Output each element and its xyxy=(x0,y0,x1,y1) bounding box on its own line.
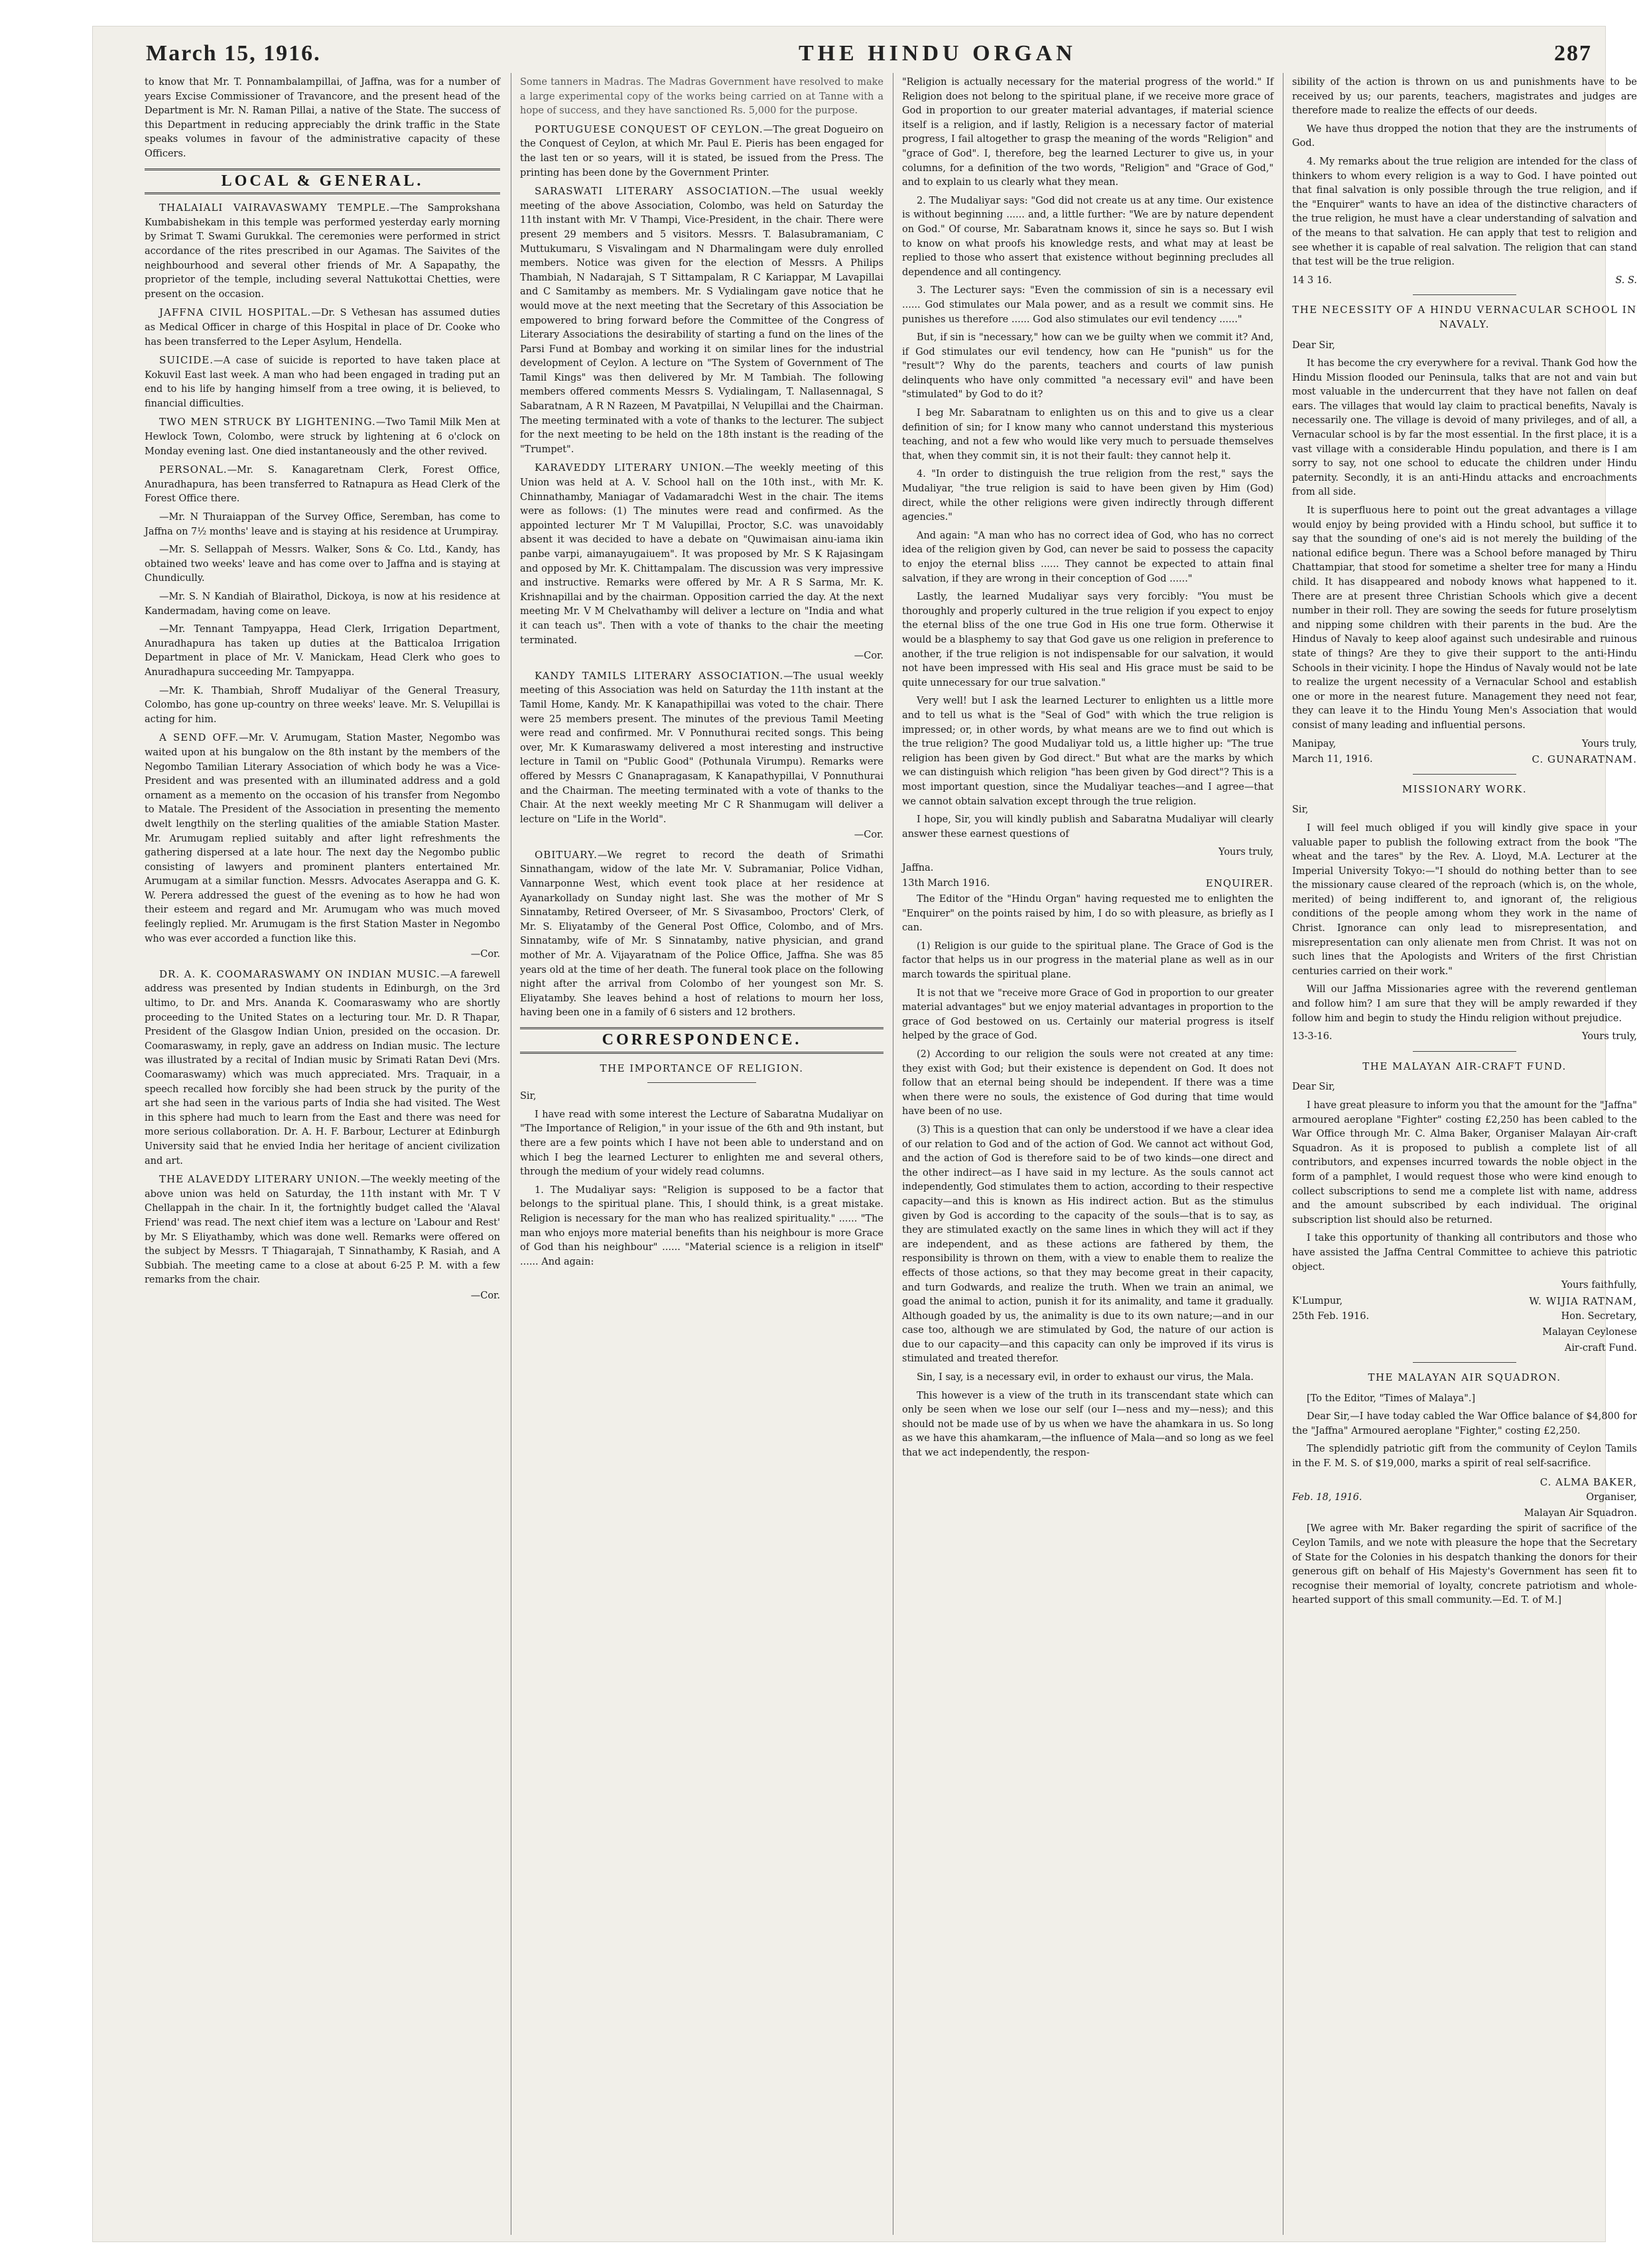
letter-paragraph: [To the Editor, "Times of Malaya".] xyxy=(1307,1393,1476,1404)
letter-paragraph: And again: "A man who has no correct idea of God, who has no correct idea of the religion given by God, can never be said to possess the capacity to enjoy the eternal bliss ...... They cannot be expected to attain final salvation, if they are wrong in their conception of God ......" xyxy=(902,530,1274,584)
item-title: KANDY TAMILS LITERARY ASSOCIATION. xyxy=(535,669,784,682)
newspaper-page xyxy=(93,27,1637,2241)
divider xyxy=(647,1082,756,1083)
news-item xyxy=(145,201,500,302)
signature-line xyxy=(1292,1310,1637,1324)
sign-off: Yours truly, xyxy=(1582,738,1637,749)
running-header xyxy=(146,38,1592,69)
item-title: JAFFNA CIVIL HOSPITAL. xyxy=(159,306,312,319)
letter-paragraph: 3. The Lecturer says: "Even the commission of sin is a necessary evil ...... God stimulates our Mala power, and as a result we commit sins. He punishes us therefore ...... God also stimulates our evil tendency ......" xyxy=(902,285,1274,325)
item-body: —The usual weekly meeting of the above Association, Colombo, was held on Saturday the 11th instant with Mr. V Thampi, Vice-President, in the chair. There were present 29 members and 5 visitors. Messrs. T. Balasubramaniam, C Muttukumaru, S Visvalingam and N Dharmalingam were duly enrolled members. Notice was given for the election of Messrs. A Philips Thambiah, N Nadarajah, S T Sittampalam, R C Kariappar, M Lavapillai and C Samitamby as members. Mr. S Vydialingam gave notice that he would move at the next meeting that the Secretary of this Association be empowered to bring forward before the Committee of the Congress of Literary Associations the desirability of starting a fund on the lines of the Parsi Fund at Bombay and working it on similar lines for the industrial development of Ceylon. A lecture on "The System of Government of The Tamil Kings" was then delivered by Mr. M Tambiah. The following members offered comments Messrs S. Vydialingam, T. Nallasennagal, S Sabaratnam, A R N Razeen, M Pavatpillai, N Velupillai and the Chairman. The meeting terminated with a vote of thanks to the lecturer. The subject for the next meeting to be held on the 18th instant is the reading of the "Trumpet". xyxy=(520,186,884,455)
letter-paragraph: It has become the cry everywhere for a revival. Thank God how the Hindu Mission flooded our Peninsula, talks that are not and vain but most valuable in the undercurrent that they have not fallen on deaf ears. The villages that would lay claim to practical benefits, Navaly is necessarily one. The village is devoid of many privileges, and of all, a Vernacular school is by far the most essential. In the first place, it is a vast village with a considerable Hindu population, and there is I am sorry to say, not one school to educate the children under Hindu paternity. Secondly, it is an anti-Hindu attacks and encroachments from all side. xyxy=(1292,358,1637,498)
letter-date: 13-3-16. xyxy=(1292,1031,1333,1042)
reply-paragraph: (3) This is a question that can only be understood if we have a clear idea of our relation to God and of the action of God. We cannot act without God, and the action of God is therefore said to be of two kinds—one direct and the other indirect—as I have said in my lecture. As the souls cannot act independently, God stimulates them to action, according to their respective capacity—and this is known as His indirect action. But as the stimulus given by God is according to the capacity of the souls—that is to say, as they are stimulated exactly on the same lines in which they will act if they are independent, and as these actions are fathered by them, the responsibility is thrown on them, with a view to enable them to realize the effects of those actions, so that they may become great in their capacity, and turn Godwards, and realize the truth. When we train an animal, we goad the animal to action, punish it for its animality, and tame it gradually. Although goaded by us, the animality is due to its own nature;—and in our case too, although we are stimulated by God, the nature of our action is due to our capacity—and this capacity can only be improved if its virus is stimulated and treated therefor. xyxy=(902,1124,1274,1365)
salutation: Sir, xyxy=(520,1091,537,1102)
signature-line xyxy=(902,877,1274,891)
letter-date: March 11, 1916. xyxy=(1292,754,1373,765)
signer-role: Malayan Air Squadron. xyxy=(1524,1507,1637,1519)
letter-place: Jaffna. xyxy=(902,862,934,873)
item-body: —The weekly meeting of the above union was held on Saturday, the 11th instant with Mr. T V Chellappah in the chair. In it, the fortnightly budget called the 'Alaval Friend' was read. The next chief item was a lecture on 'Labour and Rest' by Mr. S Eliyathamby, which was done well. Remarks were offered on the subject by Messrs. T Thiagarajah, T Sinnathamby, K Rasiah, and A Subbiah. The meeting came to a close at about 6-25 P. M. with a few remarks from the chair. xyxy=(145,1174,500,1286)
letter-paragraph: 4. "In order to distinguish the true religion from the rest," says the Mudaliyar, "the true religion is said to have been given by Him (God) direct, while the other religions were given indirectly through different agencies." xyxy=(902,469,1274,523)
letter-paragraph: The splendidly patriotic gift from the community of Ceylon Tamils in the F. M. S. of $19,000, marks a spirit of real self-sacrifice. xyxy=(1292,1444,1637,1470)
signature-line xyxy=(1292,1294,1637,1309)
news-item: —Mr. S. N Kandiah of Blairathol, Dickoya, is now at his residence at Kandermadam, having come on leave. xyxy=(145,592,500,617)
news-item: —Mr. N Thuraiappan of the Survey Office, Seremban, has come to Jaffna on 7½ months' leave and is staying at his residence at Urumpiray. xyxy=(145,512,500,537)
item-title: DR. A. K. COOMARASWAMY ON INDIAN MUSIC. xyxy=(159,968,440,980)
news-item xyxy=(145,463,500,507)
letter-signer: C. ALMA BAKER, xyxy=(1539,1476,1637,1488)
section-heading-correspondence: CORRESPONDENCE. xyxy=(520,1027,884,1054)
letter-place: Manipay, xyxy=(1292,738,1337,749)
item-title: THALAIALI VAIRAVASWAMY TEMPLE. xyxy=(159,202,391,214)
letter-paragraph: "Religion is actually necessary for the material progress of the world." If Religion does not belong to the spiritual plane, if we receive more grace of God in proportion to our greater material advantages, if material science itself is a religion, and if lastly, Religion is a necessary factor of material progress, I fail altogether to grasp the meaning of the words "Religion" and "grace of God". I, therefore, beg the learned Lecturer to give us, in your columns, for a definition of the two words, "Religion" and "Grace of God," and to explain to us clearly what they mean. xyxy=(902,77,1274,188)
signature-line xyxy=(1292,753,1637,767)
header-date: March 15, 1916. xyxy=(146,41,321,66)
letter-heading: THE IMPORTANCE OF RELIGION. xyxy=(600,1062,804,1074)
news-item xyxy=(520,669,884,828)
signature-line xyxy=(1292,1030,1637,1044)
signature-line xyxy=(1292,1491,1637,1505)
signer-role: Malayan Ceylonese xyxy=(1542,1326,1637,1338)
column-3 xyxy=(902,76,1274,2231)
letter-paragraph: Lastly, the learned Mudaliyar says very forcibly: "You must be thoroughly and properly cultured in the true religion if you expect to enjoy the eternal bliss of the one true God in His one true form. Otherwise it would be a blasphemy to say that God gave us one religion in preference to another, if the true religion is not indispensable for our salvation, it would not have been impressed with His seal and His grace must be said to be quite unnecessary for our true salvation." xyxy=(902,592,1274,688)
news-item xyxy=(145,968,500,1168)
letter-paragraph: 2. The Mudaliyar says: "God did not create us at any time. Our existence is without beginning ...... and, a little further: "We are by nature dependent on God." Of course, Mr. Sabaratnam knows it, since he says so. But I wish to know on what proofs his knowledge rests, and what may at least be replied to those who assert that existence without beginning precludes all dependence and all contingency. xyxy=(902,195,1274,278)
signature-line xyxy=(1292,274,1637,288)
letter-paragraph: I hope, Sir, you will kindly publish and Sabaratna Mudaliyar will clearly answer these earnest questions of xyxy=(902,814,1274,840)
article-text: to know that Mr. T. Ponnambalampillai, of Jaffna, was for a number of years Excise Commissioner of Travancore, and the present head of the Department is Mr. N. Raman Pillai, a native of the State. The success of this Department in reducing appreciably the drink traffic in the State speaks volumes in favour of the administrative capacity of these Officers. xyxy=(145,77,500,159)
column-1 xyxy=(145,76,500,2231)
news-item: —Mr. K. Thambiah, Shroff Mudaliyar of the General Treasury, Colombo, has gone up-country on three weeks' leave. Mr. S. Velupillai is acting for him. xyxy=(145,685,500,725)
correspondent-credit: —Cor. xyxy=(854,651,884,662)
salutation: Dear Sir, xyxy=(1292,1082,1335,1093)
item-title: SUICIDE. xyxy=(159,354,214,367)
salutation: Sir, xyxy=(1292,804,1309,816)
reply-paragraph: This however is a view of the truth in its transcendant state which can only be seen when we lose our self (our I—ness and my—ness); and this should not be made use of by us when we have the ahamkara in us. So long as we have this ahamkaram,—the influence of Mala—and so long as we feel that we act independently, the respon- xyxy=(902,1390,1274,1459)
item-body: —The weekly meeting of this Union was held at A. V. School hall on the 10th inst., with Mr. K. Chinnathamby, Maniagar of Vadamaradchi West in the chair. The items were as follows: (1) The minutes were read and confirmed. As the appointed lecturer Mr T M Valupillai, Proctor, S.C. was unavoidably absent it was decided to have a debate on "Quwimaisan ainu-iama ikin panbe varpi, aimanayugaiuem". It was proposed by Mr. S K Rajasingam and opposed by Mr. K. Chittampalam. The discussion was very impressive and instructive. Remarks were offered by Mr. A R S Sarma, Mr. K. Krishnapillai and by the chairman. Opposition carried the day. At the next meeting Mr. V M Chelvathamby will deliver a lecture on "India and what it can teach us". Then with a vote of thanks to the chair the meeting terminated. xyxy=(520,463,884,646)
signer-role: Air-craft Fund. xyxy=(1564,1342,1637,1354)
reply-paragraph: The Editor of the "Hindu Organ" having requested me to enlighten the "Enquirer" on the points raised by him, I do so with pleasure, as briefly as I can. xyxy=(902,894,1274,934)
letter-paragraph: 1. The Mudaliyar says: "Religion is supposed to be a factor that belongs to the spiritual plane. This, I should think, is a great mistake. Religion is necessary for the man who has realized spirituality." ...... "The man who enjoys more material benefits than his neighbour is more Grace of God than his neighbour" ...... "Material science is a religion in itself" ...... And again: xyxy=(520,1184,884,1267)
letter-paragraph: I have read with some interest the Lecture of Sabaratna Mudaliyar on "The Importance of Religion," in your issue of the 6th and 9th instant, but there are a few points which I have not been able to understand and on which I beg the learned Lecturer to enlighten me and several others, through the medium of your widely read columns. xyxy=(520,1109,884,1178)
letter-paragraph: But, if sin is "necessary," how can we be guilty when we commit it? And, if God stimulates our evil tendency, how can He "punish" us for the "result"? Why do the parents, teachers and courts of law punish delinquents who have only committed "a necessary evil" and have been "stimulated" by God to do it? xyxy=(902,332,1274,401)
header-page-number: 287 xyxy=(1554,41,1592,66)
column-2 xyxy=(520,76,884,2231)
reply-paragraph: We have thus dropped the notion that they are the instruments of God. xyxy=(1292,123,1637,149)
divider xyxy=(1413,774,1516,775)
divider xyxy=(1413,294,1516,295)
news-item xyxy=(145,306,500,349)
letter-paragraph: It is superfluous here to point out the great advantages a village would enjoy by being provided with a Hindu school, but suffice it to say that the sounding of one's aid is not merely the building of the national edifice begun. There was a School before managed by Thiru Chattampiar, that stood for sometime a shelter tree for many a Hindu child. It has disappeared and nobody knows what happened to it. There are at present three Christian Schools which give a decent number in their roll. They are sowing the seeds for future proselytism and nipping some children with their parents in the bud. Are the Hindus of Navaly to keep aloof against such undesirable and ruinous state of things? Are they to give their support to the anti-Hindu Schools in their vicinity. I hope the Hindus of Navaly would not be late to realize the urgent necessity of a Vernacular School and establish one or more in the nearest future. Management they need not fear, they can leave it to the Hindu Young Men's Association that would consist of many leading and influential persons. xyxy=(1292,505,1637,731)
news-item xyxy=(145,1172,500,1288)
letter-heading: THE NECESSITY OF A HINDU VERNACULAR SCHOOL IN NAVALY. xyxy=(1292,304,1637,330)
item-body: —A farewell address was presented by Indian students in Edinburgh, on the 3rd ultimo, to Dr. and Mrs. Ananda K. Coomaraswamy who are shortly proceeding to the United States on a lecturing tour. Mr. D. R Thapar, President of the Glasgow Indian Union, presided on the occasion. Dr. Coomaraswamy, in reply, gave an address on Indian music. The lecture was illustrated by a recital of Indian music by Srimati Ratan Devi (Mrs. Coomaraswamy) which was much appreciated. Mrs. Traquair, in a speech recalled how forcibly she had been struck by the purity of the art she had seen in the various parts of India she had visited. The West in this sphere had much to learn from the East and there was need for more serious collaboration. Dr. A. H. F. Barbour, Lecturer at Edinburgh University said that he envied India her heritage of ancient civilization and art. xyxy=(145,969,501,1166)
signature-line xyxy=(1292,737,1637,752)
divider xyxy=(1413,1362,1516,1363)
item-title: OBITUARY. xyxy=(535,848,598,861)
header-paper-title: THE HINDU ORGAN xyxy=(798,41,1077,66)
item-body: —Mr. S. Kanagaretnam Clerk, Forest Office, Anuradhapura, has been transferred to Ratnapura as Head Clerk of the Forest Office there. xyxy=(145,465,500,505)
letter-date: Feb. 18, 1916. xyxy=(1292,1492,1362,1503)
column-4 xyxy=(1292,76,1637,2231)
item-title: PERSONAL. xyxy=(159,464,228,476)
letter-signer: ENQUIRER. xyxy=(1205,877,1274,890)
item-title: TWO MEN STRUCK BY LIGHTENING. xyxy=(159,416,376,428)
news-item xyxy=(520,123,884,180)
letter-paragraph: Will our Jaffna Missionaries agree with the reverend gentleman and follow him? I am sure that they will be amply rewarded if they follow him and begin to study the Hindu religion without prejudice. xyxy=(1292,984,1637,1024)
item-title: PORTUGUESE CONQUEST OF CEYLON. xyxy=(535,123,763,135)
item-title: KARAVEDDY LITERARY UNION. xyxy=(535,462,725,474)
signer-role: Hon. Secretary, xyxy=(1561,1311,1637,1322)
item-title: A SEND OFF. xyxy=(159,731,239,744)
sign-off: Yours faithfully, xyxy=(1561,1280,1637,1291)
letter-paragraph: I have great pleasure to inform you that the amount for the "Jaffna" armoured aeroplane "Fighter" costing £2,250 has been cabled to the War Office through Mr. C. Alma Baker, Organiser Malayan Air-craft Squadron. As it is proposed to publish a complete list of all contributors, and expenses incurred towards the noble object in the form of a pamphlet, I would request those who were kind enough to collect subscriptions to send me a complete list with name, address and the amount subscribed by each individual. The original subscription list should also be returned. xyxy=(1292,1100,1637,1226)
article-text: Some tanners in Madras. The Madras Government have resolved to make a large experimental copy of the works being carried on at Tanne with a hope of success, and they have sanctioned Rs. 5,000 for the purpose. xyxy=(520,77,884,117)
editor-note: [We agree with Mr. Baker regarding the spirit of sacrifice of the Ceylon Tamils, and we note with pleasure the hope that the Secretary of State for the Colonies in his despatch thanking the donors for their generous gift on behalf of His Majesty's Government has seen fit to recognise their memorial of loyalty, concrete patriotism and whole-hearted support of this small community.—Ed. T. of M.] xyxy=(1292,1523,1637,1606)
letter-date: 13th March 1916. xyxy=(902,878,990,889)
reply-paragraph: It is not that we "receive more Grace of God in proportion to our greater material advantages" but we enjoy material advantages in proportion to the grace of God bestowed on us. Certainly our material progress is itself helped by the grace of God. xyxy=(902,987,1274,1042)
news-item xyxy=(520,461,884,648)
letter-signer: C. GUNARATNAM. xyxy=(1532,753,1637,766)
letter-place: K'Lumpur, xyxy=(1292,1295,1343,1306)
letter-paragraph: Very well! but I ask the learned Lecturer to enlighten us a little more and to tell us what is the "Seal of God" with which the true religion is impressed; or, in other words, by what means are we to find out which is the true religion? The good Mudaliyar told us, a little higher up: "The true religion has been given by God direct." But what are the marks by which we can distinguish which religion "has been given by God direct"? This is a most important question, since the Mudaliyar teaches—and I agree—that we cannot obtain salvation except through the true religion. xyxy=(902,696,1274,807)
reply-paragraph: sibility of the action is thrown on us and punishments have to be received by us; our parents, teachers, magistrates and judges are therefore made to realize the effects of our deeds. xyxy=(1292,77,1637,117)
correspondent-credit: —Cor. xyxy=(470,949,500,960)
item-body: —Two Tamil Milk Men at Hewlock Town, Colombo, were struck by lightening at 6 o'clock on Monday evening last. One died instantaneously and the other revived. xyxy=(145,417,500,457)
item-title: SARASWATI LITERARY ASSOCIATION. xyxy=(535,185,772,198)
correspondent-credit: —Cor. xyxy=(470,1290,500,1301)
correspondent-credit: —Cor. xyxy=(854,830,884,841)
letter-heading: THE MALAYAN AIR-CRAFT FUND. xyxy=(1362,1060,1567,1072)
news-item xyxy=(145,415,500,459)
news-item: —Mr. Tennant Tampyappa, Head Clerk, Irrigation Department, Anuradhapura has taken up duties at the Batticaloa Irrigation Department in place of Mr. V. Manickam, Head Clerk who goes to Anuradhapura succeeding Mr. Tampyappa. xyxy=(145,624,500,678)
reply-date: 14 3 16. xyxy=(1292,275,1332,286)
item-body: —The great Dogueiro on the Conquest of Ceylon, at which Mr. Paul E. Pieris has been engaged for the last ten or so years, will it is stated, be issued from the Press. The printing has been done by the Government Printer. xyxy=(520,124,884,178)
section-heading-local-general: LOCAL & GENERAL. xyxy=(145,168,500,195)
item-body: —Dr. S Vethesan has assumed duties as Medical Officer in charge of this Hospital in place of Dr. Cooke who has been transferred to the Leper Asylum, Hendella. xyxy=(145,308,500,347)
reply-paragraph: (1) Religion is our guide to the spiritual plane. The Grace of God is the factor that helps us in our progress in the material plane as well as in our march towards the spiritual plane. xyxy=(902,940,1274,981)
letter-heading: THE MALAYAN AIR SQUADRON. xyxy=(1368,1371,1561,1384)
item-body: —The Samprokshana Kumbabishekam in this temple was performed yesterday early morning by Srimat T. Swami Gurukkal. The ceremonies were performed in strict accordance of the rites prescribed in our Agamas. The Saivites of the neighbourhood and several other friends of Mr. A Sapapathy, the proprietor of the temple, including several Nattukottai Chetties, were present on the occasion. xyxy=(145,203,500,300)
item-body: —We regret to record the death of Srimathi Sinnathangam, widow of the late Mr. V. Subramaniar, Police Vidhan, Vannarponne West, which event took place at her residence at Ayanarkollady on Sunday night last. She was the mother of Mr S Sinnatamby, Retired Overseer, of Mr. S Sivasamboo, Proctors' Clerk, of Mr. S. Eliyatamby of the General Post Office, Colombo, and of Mrs. Sinnatamby, wife of Mr. S Sinnatamby, native physician, and grand mother of Mr. A. Vijayaratnam of the Police Office, Jaffna. She was 85 years old at the time of her death. The funeral took place on the following night after the arrival from Colombo of her youngest son Mr. S. Eliyatamby. She leaves behind a host of relations to mourn her loss, having been one in a family of 6 sisters and 12 brothers. xyxy=(520,850,884,1019)
news-item xyxy=(520,848,884,1021)
letter-heading: MISSIONARY WORK. xyxy=(1402,783,1528,795)
reply-signer: S. S. xyxy=(1615,275,1637,286)
letter-paragraph: I take this opportunity of thanking all contributors and those who have assisted the Jaffna Central Committee to achieve this patriotic object. xyxy=(1292,1233,1637,1273)
news-item: —Mr. S. Sellappah of Messrs. Walker, Sons & Co. Ltd., Kandy, has obtained two weeks' leave and has come over to Jaffna and is staying at Chundicully. xyxy=(145,544,500,584)
news-item xyxy=(520,184,884,457)
news-item xyxy=(145,353,500,411)
letter-signer: W. WIJIA RATNAM, xyxy=(1529,1294,1637,1307)
letter-paragraph: I beg Mr. Sabaratnam to enlighten us on this and to give us a clear definition of sin; for I know many who cannot understand this mysterious teaching, and not a few who would like very much to persuade themselves that, when they commit sin, it is not their fault: they cannot help it. xyxy=(902,408,1274,462)
letter-paragraph: I will feel much obliged if you will kindly give space in your valuable paper to publish the following extract from the book "The wheat and the tares" by the Rev. A. Lloyd, M.A. Lecturer at the Imperial University Tokyo:—"I should do nothing better than to see the missionary cause cleared of the reproach (which is, on the whole, merited) of being indifferent to, and ignorant of, the religious conditions of the people among whom they work in the name of Christ. Ignorance can only lead to misrepresentation, and misrepresentation can only alienate men from Christ. It was not on such lines that the Apologists and Writers of the first Christian centuries carried on their work." xyxy=(1292,822,1637,977)
item-body: —A case of suicide is reported to have taken place at Kokuvil East last week. A man who had been engaged in trading put an end to his life by hanging himself from a tree owing, it is believed, to financial difficulties. xyxy=(145,355,500,409)
news-item xyxy=(145,731,500,946)
sign-off: Yours truly, xyxy=(1582,1031,1637,1042)
reply-paragraph: (2) According to our religion the souls were not created at any time: they exist with God; but their existence is dependent on God. It does not follow that an eternal being should be independent. If there was a time when there were no souls, the existence of God during that time would have been of no use. xyxy=(902,1049,1274,1117)
item-body: —Mr. V. Arumugam, Station Master, Negombo was waited upon at his bungalow on the 8th instant by the members of the Negombo Tamilian Literary Association of which body he was a Vice-President and was presented with an illuminated address and a gold ornament as a memento on the occasion of his transfer from Negombo to Matale. The President of the Association in presenting the memento dwelt lengthily on the sterling qualities of the amiable Station Master. Mr. Arumugam replied suitably and after light refreshments the gathering dispersed at a late hour. The next day the Negombo public consisting of lawyers and prominent planters entertained Mr. Arumugam at a similar function. Messrs. Advocates Aserappa and G. K. W. Perera addressed the guest of the evening as to how he had won their esteem and regard and Mr. Arumugam who was much moved feelingly replied. Mr. Arumugam is the first Station Master in Negombo who was ever accorded a function like this. xyxy=(145,733,500,944)
reply-paragraph: 4. My remarks about the true religion are intended for the class of thinkers to whom every religion is a way to God. I have pointed out that final salvation is only possible through the true religion, and if the "Enquirer" wants to have an idea of the distinctive characters of the true religion, he must have a clear understanding of salvation and of the means to that salvation. He can apply that test to religion and see whether it is capable of real salvation. The religion that can stand that test will be the true religion. xyxy=(1292,156,1637,268)
sign-off: Yours truly, xyxy=(1218,847,1274,858)
letter-date: 25th Feb. 1916. xyxy=(1292,1311,1370,1322)
salutation: Dear Sir, xyxy=(1292,340,1335,351)
signer-role: Organiser, xyxy=(1586,1492,1637,1503)
signature-line xyxy=(902,861,1274,876)
reply-paragraph: Sin, I say, is a necessary evil, in order to exhaust our virus, the Mala. xyxy=(917,1372,1254,1383)
letter-paragraph: Dear Sir,—I have today cabled the War Office balance of $4,800 for the "Jaffna" Armoured aeroplane "Fighter," costing £2,250. xyxy=(1292,1411,1637,1436)
divider xyxy=(1413,1051,1516,1052)
item-title: THE ALAVEDDY LITERARY UNION. xyxy=(159,1173,361,1186)
item-body: —The usual weekly meeting of this Association was held on Saturday the 11th instant at the Tamil Home, Kandy. Mr. K Kanapathipillai was voted to the chair. There were 25 members present. The minutes of the previous Tamil Meeting were read and confirmed. Mr. V Ponnuthurai recited songs. This being over, Mr. K Kumaraswamy delivered a most interesting and instructive lecture in Tamil on "Public Good" (Pothunala Virumpu). Remarks were offered by Messrs C Gnanapragasam, K Kanapathypillai, V Ponnuthurai and the Chairman. The meeting terminated with a vote of thanks to the Chair. At the next weekly meeting Mr C R Shanmugam will deliver a lecture on "Life in the World". xyxy=(520,670,884,825)
